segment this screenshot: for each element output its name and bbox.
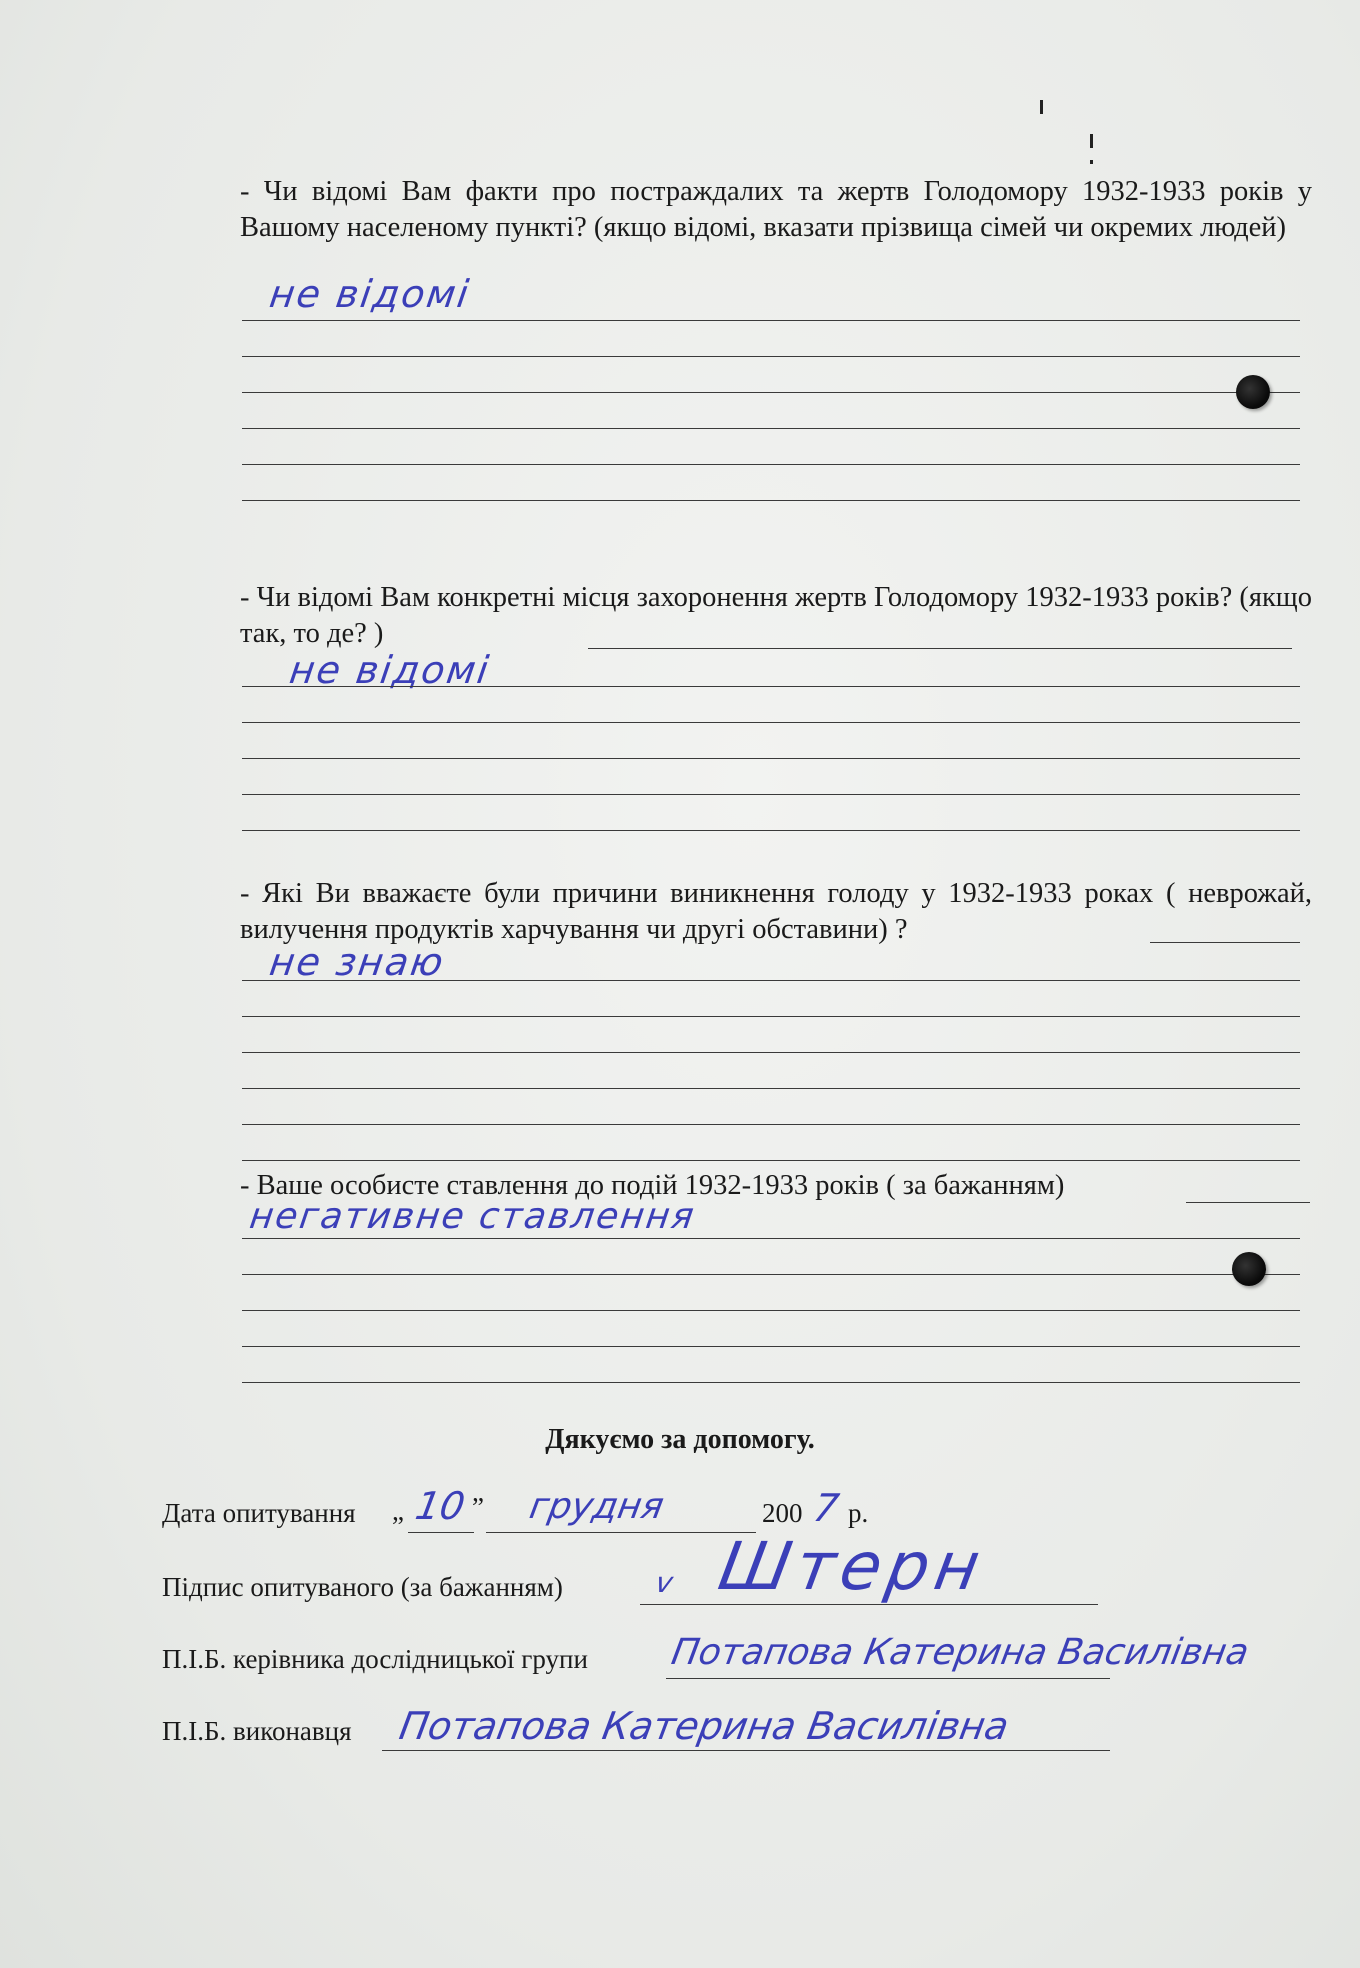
survey-date-year-digit: 7 (810, 1486, 843, 1530)
answer-line (242, 830, 1300, 831)
answer-line (242, 464, 1300, 465)
answer-line (242, 356, 1300, 357)
question-3-text: - Які Ви вважаєте були причини виникнення голоду у 1932-1933 роках ( неврожай, вилучення продуктів харчування чи другі обставини) ? (240, 878, 1312, 945)
margin-mark (1090, 134, 1093, 148)
answer-line (242, 1160, 1300, 1161)
group-leader-label: П.І.Б. керівника дослідницької групи (162, 1644, 588, 1674)
answer-line (242, 428, 1300, 429)
survey-date-year-suffix: р. (848, 1498, 869, 1528)
answer-line (242, 722, 1300, 723)
survey-date-year-prefix: 200 (762, 1498, 803, 1528)
survey-date-day: 10 (412, 1484, 469, 1528)
margin-mark (1040, 100, 1043, 114)
question-1-text: - Чи відомі Вам факти про постраждалих та жертв Голодомору 1932-1933 років у Вашому населеному пункті? (якщо відомі, вказати прізвища сімей чи окремих людей) (240, 176, 1312, 243)
question-3-answer: не знаю (266, 940, 448, 984)
group-leader-value: Потапова Катерина Василівна (668, 1632, 1252, 1673)
answer-line (242, 392, 1300, 393)
answer-line (242, 320, 1300, 321)
signature-check: v (653, 1566, 676, 1599)
executor-line (382, 1750, 1110, 1751)
answer-line (242, 1124, 1300, 1125)
answer-line (242, 1310, 1300, 1311)
signature-value: Штерн (713, 1528, 992, 1605)
answer-line (242, 1052, 1300, 1053)
answer-line (242, 758, 1300, 759)
survey-date-month: грудня (526, 1486, 667, 1527)
answer-line (242, 1274, 1300, 1275)
punch-hole (1236, 375, 1270, 409)
question-2-text: - Чи відомі Вам конкретні місця захоронення жертв Голодомору 1932-1933 років? (якщо так, то де? ) (240, 582, 1312, 649)
open-quote: „ (392, 1496, 404, 1526)
question-1-answer: не відомі (266, 272, 474, 316)
answer-line (242, 1088, 1300, 1089)
answer-line (242, 980, 1300, 981)
question-4-answer: негативне ставлення (247, 1196, 699, 1237)
answer-line (242, 1382, 1300, 1383)
answer-line (242, 686, 1300, 687)
date-day-line (408, 1532, 474, 1533)
margin-mark (1090, 160, 1093, 164)
date-month-line (486, 1532, 756, 1533)
thanks-text: Дякуємо за допомогу. (545, 1424, 815, 1455)
answer-line (242, 1238, 1300, 1239)
answer-line (1186, 1202, 1310, 1203)
executor-label: П.І.Б. виконавця (162, 1716, 352, 1746)
signature-label: Підпис опитуваного (за бажанням) (162, 1572, 563, 1602)
punch-hole (1232, 1252, 1266, 1286)
answer-line (242, 1016, 1300, 1017)
group-leader-line (666, 1678, 1110, 1679)
answer-line (242, 794, 1300, 795)
answer-line (588, 648, 1292, 649)
close-quote: ” (472, 1492, 484, 1522)
question-2-answer: не відомі (286, 648, 494, 692)
executor-value: Потапова Катерина Василівна (396, 1704, 1013, 1748)
question-4-text: - Ваше особисте ставлення до подій 1932-1933 років ( за бажанням) (240, 1170, 1065, 1201)
answer-line (242, 1346, 1300, 1347)
answer-line (1150, 942, 1300, 943)
answer-line (242, 500, 1300, 501)
survey-date-label: Дата опитування (162, 1498, 356, 1528)
